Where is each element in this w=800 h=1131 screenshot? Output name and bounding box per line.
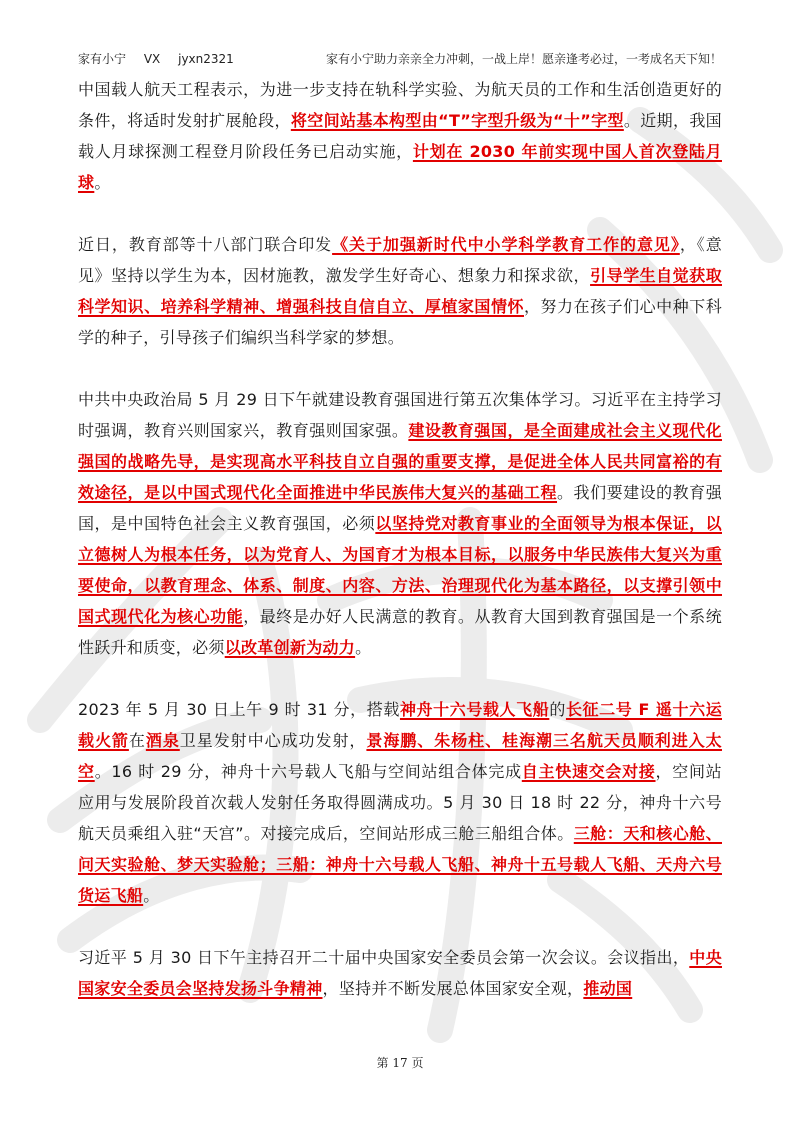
document-body <box>78 74 722 1035</box>
text-segment: 中国载人航天工程表示，为进一步支持在轨科学实验、为航天员的工作和生活创造更好的条件，将适时发射扩展舱段， <box>78 80 722 130</box>
text-segment: ，《意见》坚持以学生为本，因材施教，激发学生好奇心、想象力和探求欲， <box>78 235 722 285</box>
text-segment: 。近期，我国载人月球探测工程登月阶段任务已启动实施， <box>78 111 722 161</box>
highlight-segment: 长征二号 F 遥十六运载火箭 <box>78 700 722 750</box>
text-segment: 。我们要建设的教育强国，是中国特色社会主义教育强国，必须 <box>78 483 722 533</box>
text-segment: ，最终是办好人民满意的教育。从教育大国到教育强国是一个系统性跃升和质变，必须 <box>78 607 722 657</box>
text-segment: ，努力在孩子们心中种下科学的种子，引导孩子们编织当科学家的梦想。 <box>78 297 722 347</box>
paragraph-science-education <box>78 229 722 353</box>
header-left <box>78 50 248 67</box>
highlight-segment: 计划在 2030 年前实现中国人首次登陆月球 <box>78 142 722 192</box>
highlight-segment: 建设教育强国，是全面建成社会主义现代化强国的战略先导，是实现高水平科技自立自强的重要支撑，是促进全体人民共同富裕的有效途径，是以中国式现代化全面推进中华民族伟大复兴的基础工程 <box>78 421 722 502</box>
highlight-segment: 将空间站基本构型由“T”字型升级为“十”字型 <box>290 111 624 130</box>
page-number: 第 17 页 <box>376 1056 424 1070</box>
text-segment: 在 <box>128 731 146 750</box>
text-segment: 。 <box>94 173 111 192</box>
highlight-segment: 中央国家安全委员会坚持发扬斗争精神 <box>78 948 722 998</box>
highlight-segment: 三舱：天和核心舱、问天实验舱、梦天实验舱；三船：神舟十六号载人飞船、神舟十五号载人飞船、天舟六号货运飞船 <box>78 824 722 905</box>
highlight-segment: 以改革创新为动力 <box>224 638 356 657</box>
text-segment: 卫星发射中心成功发射， <box>179 731 367 750</box>
highlight-segment: 酒泉 <box>145 731 180 750</box>
highlight-segment: 《关于加强新时代中小学科学教育工作的意见》 <box>332 235 680 254</box>
highlight-segment: 以坚持党对教育事业的全面领导为根本保证，以立德树人为根本任务，以为党育人、为国育才为根本目标，以服务中华民族伟大复兴为重要使命，以教育理念、体系、制度、内容、方法、治理现代化为基本路径，以支撑引领中国式现代化为核心功能 <box>78 514 722 626</box>
text-segment: 近日，教育部等十八部门联合印发 <box>78 235 333 254</box>
text-segment: 。 <box>143 886 160 905</box>
header-slogan: 家有小宁助力亲亲全力冲刺，一战上岸！愿亲逢考必过，一考成名天下知！ <box>325 52 722 66</box>
text-segment: 中共中央政治局 5 月 29 日下午就建设教育强国进行第五次集体学习。习近平在主持学习时强调，教育兴则国家兴，教育强则国家强。 <box>78 390 722 440</box>
page-header <box>78 50 722 67</box>
text-segment: 的 <box>549 700 566 719</box>
text-segment: 2023 年 5 月 30 日上午 9 时 31 分，搭载 <box>78 700 400 719</box>
text-segment: ，空间站应用与发展阶段首次载人发射任务取得圆满成功。5 月 30 日 18 时 22 分，神舟十六号航天员乘组入驻“天宫”。对接完成后，空间站形成三舱三船组合体。 <box>78 762 722 843</box>
paragraph-education-power <box>78 384 722 663</box>
header-vx-label: VX <box>143 52 161 66</box>
highlight-segment: 引导学生自觉获取科学知识、培养科学精神、增强科技自信自立、厚植家国情怀 <box>78 266 722 316</box>
highlight-segment: 景海鹏、朱杨柱、桂海潮三名航天员顺利进入太空 <box>78 731 722 781</box>
highlight-segment: 自主快速交会对接 <box>521 762 656 781</box>
highlight-segment: 神舟十六号载人飞船 <box>399 700 550 719</box>
text-segment: 。 <box>355 638 372 657</box>
text-segment: ，坚持并不断发展总体国家安全观， <box>322 979 584 998</box>
paragraph-shenzhou-16 <box>78 694 722 911</box>
paragraph-space-station <box>78 74 722 198</box>
text-segment: 。16 时 29 分，神舟十六号载人飞船与空间站组合体完成 <box>94 762 522 781</box>
header-vx-id: jyxn2321 <box>178 52 234 66</box>
paragraph-national-security <box>78 942 722 1004</box>
highlight-segment: 推动国 <box>583 979 633 998</box>
text-segment: 习近平 5 月 30 日下午主持召开二十届中央国家安全委员会第一次会议。会议指出， <box>78 948 690 967</box>
header-brand-name: 家有小宁 <box>78 52 127 66</box>
